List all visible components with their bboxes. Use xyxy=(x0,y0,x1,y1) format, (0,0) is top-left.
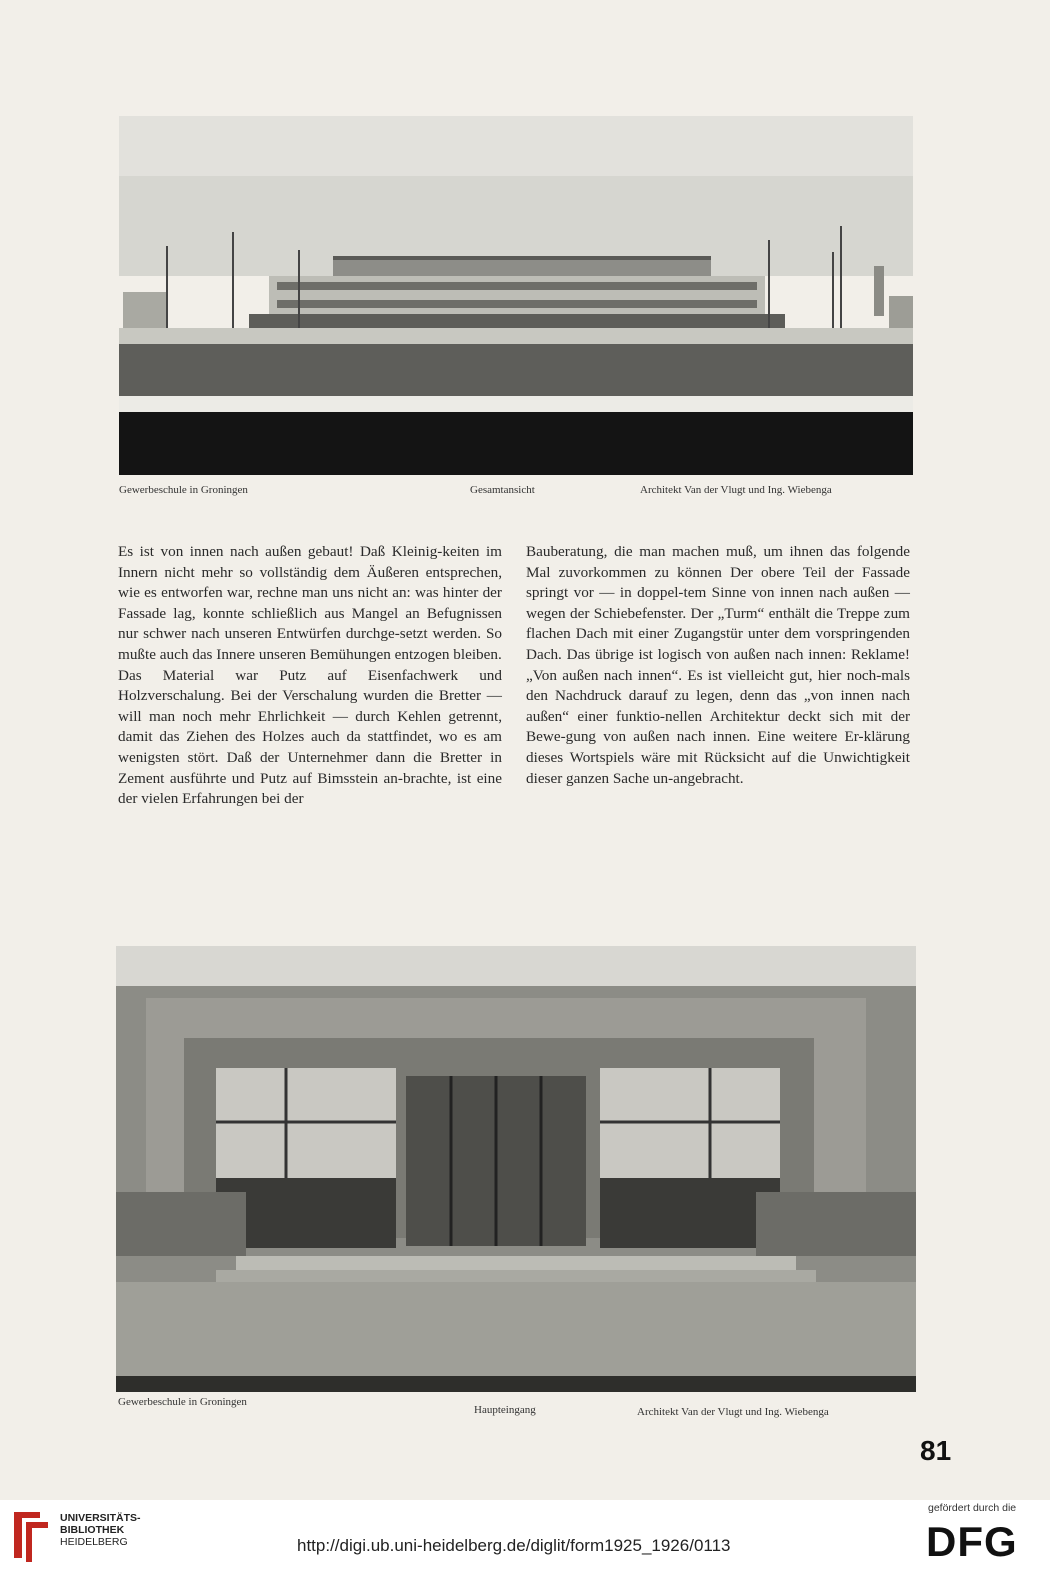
figure2-caption-right: Architekt Van der Vlugt und Ing. Wiebenga xyxy=(637,1406,829,1418)
funding-note: gefördert durch die xyxy=(928,1502,1017,1514)
left-text-column xyxy=(118,542,502,810)
left-paragraph-2: Das Material war Putz auf Eisenfachwerk und Holzverschalung. Bei der Verschalung wurden die Bretter — will man noch mehr Ehrlichkeit — durch Kehlen getrennt, damit das Ziehen des Holzes auch da stattfindet, wo es am wenigsten stört. Daß der Unternehmer dann die Bretter in Zement ausführte und Putz auf Bimsstein an-brachte, ist eine der vielen Erfahrungen bei der xyxy=(118,666,502,808)
permalink-url[interactable]: http://digi.ub.uni-heidelberg.de/diglit/form1925_1926/0113 xyxy=(297,1536,731,1555)
figure1-caption-left: Gewerbeschule in Groningen xyxy=(119,484,248,496)
right-paragraph-1: Bauberatung, die man machen muß, um ihnen das folgende Mal zuvorkommen zu können Der obere Teil der Fassade springt vor — in doppel-tem Sinne von innen nach außen — wegen der Schiebefenster. Der „Turm“ enthält die Treppe zum flachen Dach mit einer Zugangstür unter dem vorspringenden Dach. Das übrige ist logisch von außen nach innen: Reklame! „Von außen nach innen“. Es ist vielleicht gut, hier noch-mals den Nachdruck darauf zu legen, denn das „von innen nach außen“ einer funktio-nellen Architektur deckt sich mit der Bewe-gung von außen nach innen. Eine weitere Er-klärung dieses Wortspiels wäre mit Rücksicht auf die Unwichtigkeit dieser ganzen Sache un-angebracht. xyxy=(526,543,910,787)
right-text-column xyxy=(526,542,910,789)
university-library-name[interactable] xyxy=(60,1512,141,1548)
library-line-2: BIBLIOTHEK xyxy=(60,1524,125,1536)
figure2-caption-center: Haupteingang xyxy=(474,1404,536,1416)
figure1-caption-right: Architekt Van der Vlugt und Ing. Wiebenga xyxy=(640,484,832,496)
figure1-caption-center: Gesamtansicht xyxy=(470,484,535,496)
university-library-logo-icon[interactable] xyxy=(10,1508,54,1564)
school-overview-photo xyxy=(119,116,913,475)
page-number: 81 xyxy=(920,1435,952,1466)
figure2-caption-left: Gewerbeschule in Groningen xyxy=(118,1396,247,1408)
dfg-logo[interactable]: DFG xyxy=(926,1518,1018,1565)
left-paragraph-1: Es ist von innen nach außen gebaut! Daß Kleinig-keiten im Innern nicht mehr so vollständig dem Äußeren entsprechen, wie es entworfen war, rechne man uns nicht an: was hinter der Fassade lag, konnte schließlich aus Mangel an Befugnissen nur schwer nach unseren Entwürfen durchge-setzt werden. So mußte auch das Innere unseren Bemühungen entzogen bleiben. xyxy=(118,543,502,663)
library-line-3: HEIDELBERG xyxy=(60,1536,128,1548)
main-entrance-photo xyxy=(116,946,916,1392)
library-line-1: UNIVERSITÄTS- xyxy=(60,1512,141,1524)
